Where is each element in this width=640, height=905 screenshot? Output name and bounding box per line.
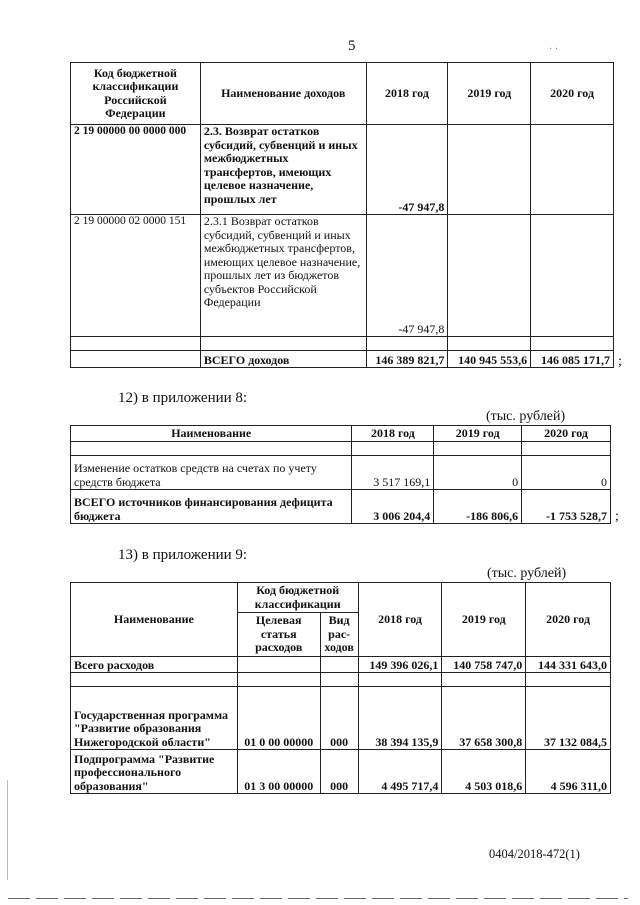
header-2018: 2018 год	[358, 583, 442, 657]
header-2018: 2018 год	[366, 63, 448, 125]
table1-end-mark: ;	[618, 354, 622, 369]
section12-caption: 12) в приложении 8:	[118, 390, 248, 406]
total-2020: 144 331 643,0	[526, 657, 611, 673]
income-table-header	[71, 63, 614, 125]
row-value-2019: 0	[434, 456, 522, 490]
row-value-2019: 37 658 300,8	[442, 687, 526, 750]
section13-caption: 13) в приложении 9:	[118, 547, 248, 563]
row-value-2018: 4 495 717,4	[358, 750, 442, 794]
sources-header	[71, 426, 611, 442]
header-2020: 2020 год	[526, 583, 611, 657]
row-value-2019	[448, 215, 531, 337]
expenses-table	[70, 582, 611, 794]
scan-line	[8, 898, 628, 899]
row-name: Изменение остатков средств на счетах по учету средств бюджета	[71, 456, 352, 490]
row-name: 2.3.1 Возврат остатков субсидий, субвенций и иных межбюджетных трансфертов, имеющих целевое назначение, прошлых лет из бюджетов субъектов Российской Федерации	[200, 215, 366, 337]
header-2019: 2019 год	[434, 426, 522, 442]
row-name: Государственная программа "Развитие образования Нижегородской области"	[71, 687, 238, 750]
total-2019: 140 945 553,6	[448, 351, 531, 368]
header-2020: 2020 год	[522, 426, 611, 442]
row-code: 2 19 00000 02 0000 151	[71, 215, 201, 337]
row-code: 2 19 00000 00 0000 000	[71, 125, 201, 215]
table-row	[71, 456, 611, 490]
row-target: 01 3 00 00000	[237, 750, 320, 794]
total-label: Всего расходов	[71, 657, 238, 673]
spacer-row	[71, 337, 614, 351]
page-number: 5	[348, 38, 356, 54]
left-edge-line	[7, 780, 8, 880]
row-value-2019: 4 503 018,6	[442, 750, 526, 794]
total-row	[71, 490, 611, 524]
row-name: 2.3. Возврат остатков субсидий, субвенций и иных межбюджетных трансфертов, имеющих целевое назначение, прошлых лет	[200, 125, 366, 215]
header-name: Наименование	[71, 426, 352, 442]
row-value-2020	[531, 125, 614, 215]
table-row	[71, 687, 611, 750]
table-row	[71, 125, 614, 215]
table2-end-mark: ;	[615, 509, 619, 524]
section13-units: (тыс. рублей)	[487, 566, 567, 581]
header-kind: Вид рас-ходов	[320, 613, 358, 657]
header-2019: 2019 год	[442, 583, 526, 657]
total-2018: 149 396 026,1	[358, 657, 442, 673]
section12-units: (тыс. рублей)	[486, 409, 566, 424]
total-2020: -1 753 528,7	[522, 490, 611, 524]
header-code-group: Код бюджетной классификации	[237, 583, 358, 613]
row-value-2020	[531, 215, 614, 337]
header-name: Наименование	[71, 583, 238, 657]
total-2020: 146 085 171,7	[531, 351, 614, 368]
row-name: Подпрограмма "Развитие профессионального образования"	[71, 750, 238, 794]
header-code: Код бюджетной классификации Российской Федерации	[71, 63, 201, 125]
row-target: 01 0 00 00000	[237, 687, 320, 750]
total-label: ВСЕГО доходов	[200, 351, 366, 368]
header-2020: 2020 год	[531, 63, 614, 125]
total-2018: 146 389 821,7	[366, 351, 448, 368]
document-code: 0404/2018-472(1)	[489, 847, 580, 861]
total-2018: 3 006 204,4	[352, 490, 434, 524]
row-kind: 000	[320, 750, 358, 794]
total-2019: -186 806,6	[434, 490, 522, 524]
expenses-header	[71, 583, 611, 613]
row-value-2018: 3 517 169,1	[352, 456, 434, 490]
row-value-2018: -47 947,8	[366, 125, 448, 215]
header-2018: 2018 год	[352, 426, 434, 442]
row-value-2020: 4 596 311,0	[526, 750, 611, 794]
table-row	[71, 750, 611, 794]
total-row	[71, 351, 614, 368]
income-table	[70, 62, 614, 368]
table-row	[71, 215, 614, 337]
spacer-row	[71, 673, 611, 687]
row-value-2020: 0	[522, 456, 611, 490]
row-value-2018: 38 394 135,9	[358, 687, 442, 750]
header-2019: 2019 год	[448, 63, 531, 125]
spacer-row	[71, 442, 611, 456]
header-target: Целевая статья расходов	[237, 613, 320, 657]
sources-table	[70, 425, 611, 524]
row-kind: 000	[320, 687, 358, 750]
row-value-2018: -47 947,8	[366, 215, 448, 337]
header-income-name: Наименование доходов	[200, 63, 366, 125]
scan-mark: · ·	[549, 44, 559, 55]
row-value-2019	[448, 125, 531, 215]
total-2019: 140 758 747,0	[442, 657, 526, 673]
row-value-2020: 37 132 084,5	[526, 687, 611, 750]
total-label: ВСЕГО источников финансирования дефицита бюджета	[71, 490, 352, 524]
total-row	[71, 657, 611, 673]
